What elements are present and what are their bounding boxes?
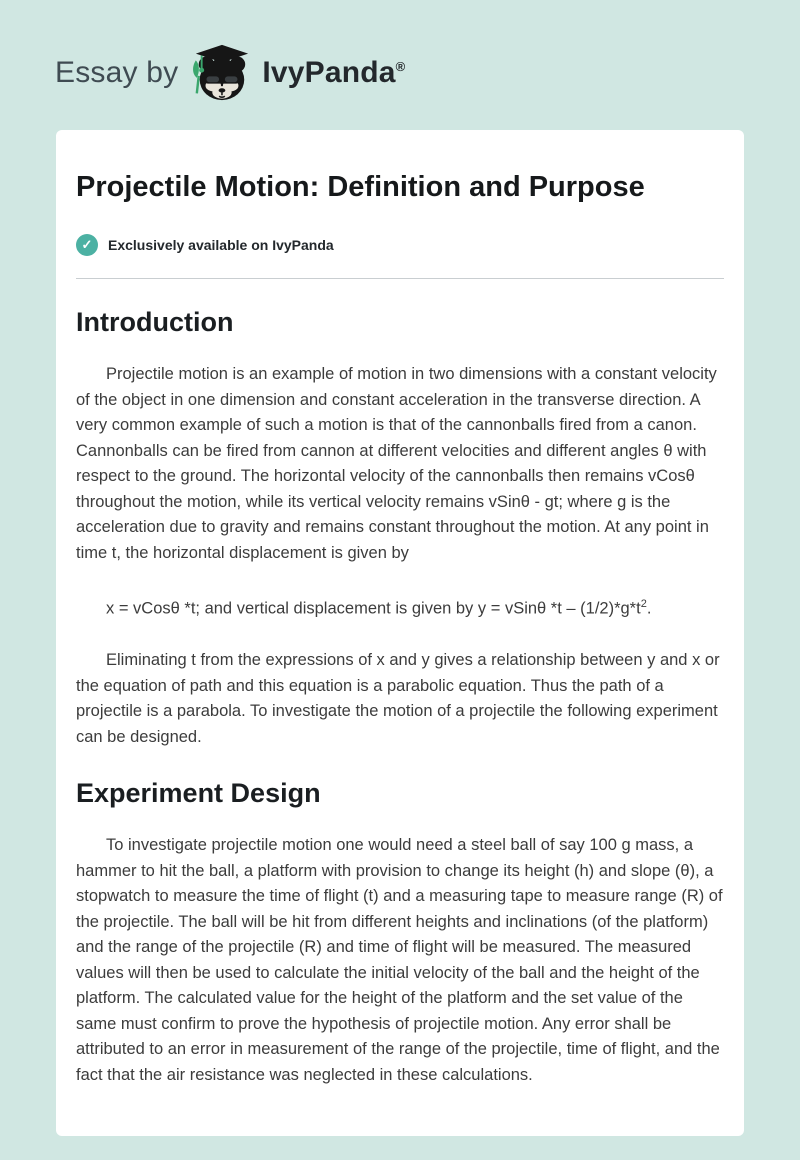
availability-badge: [76, 234, 724, 256]
section-heading-introduction: Introduction: [76, 307, 234, 337]
check-icon: ✓: [76, 234, 98, 256]
panda-graduate-icon: [190, 43, 252, 103]
essay-card: [56, 130, 744, 1136]
equation-tail: .: [646, 599, 652, 618]
registered-mark: ®: [395, 59, 406, 74]
experiment-paragraph-1: To investigate projectile motion one would need a steel ball of say 100 g mass, a hammer to hit the ball, a platform with provision to change its height (h) and slope (θ), a stopwatch to measure the time of flight (t) and a measuring tape to measure range (R) of the projectile. The ball will be hit from different heights and inclinations (of the platform) and the range of the projectile (R) and time of flight will be measured. The measured values will then be used to calculate the initial velocity of the ball and the height of the platform. The calculated value for the height of the platform and the set value of the same must confirm to prove the hypothesis of projectile motion. Any error shall be attributed to an error in measurement of the range of the projectile, time of flight, and the fact that the air resistance was neglected in these calculations.: [76, 836, 723, 1084]
equation-superscript: 2: [640, 598, 647, 610]
intro-paragraph-2: Eliminating t from the expressions of x and y gives a relationship between y and x or the equation of path and this equation is a parabolic equation. Thus the path of a projectile is a parabola. To investigate the motion of a projectile the following experiment can be designed.: [76, 651, 720, 746]
brand-text: IvyPanda: [262, 56, 396, 89]
essay-by-label: Essay by: [55, 56, 179, 89]
brand-name: [262, 56, 405, 90]
equation-body: x = vCosθ *t; and vertical displacement is given by y = vSinθ *t – (1/2)*g*t: [106, 599, 641, 618]
intro-paragraph-1: Projectile motion is an example of motion in two dimensions with a constant velocity of the object in one dimension and constant acceleration in the transverse direction. A very common example of such a motion is that of the cannonballs fired from a canon. Cannonballs can be fired from cannon at different velocities and different angles θ with respect to the ground. The horizontal velocity of the cannonballs then remains vCosθ throughout the motion, while its vertical velocity remains vSinθ - gt; where g is the acceleration due to gravity and remains constant throughout the motion. At any point in time t, the horizontal displacement is given by: [76, 365, 717, 562]
equation-line: [76, 592, 724, 622]
ivypanda-logo-link[interactable]: [190, 43, 405, 103]
section-heading-experiment-design: Experiment Design: [76, 778, 321, 808]
availability-badge-label: Exclusively available on IvyPanda: [108, 237, 334, 253]
article-title: Projectile Motion: Definition and Purpose: [76, 171, 645, 203]
divider: [76, 278, 724, 279]
site-header: [0, 0, 800, 110]
